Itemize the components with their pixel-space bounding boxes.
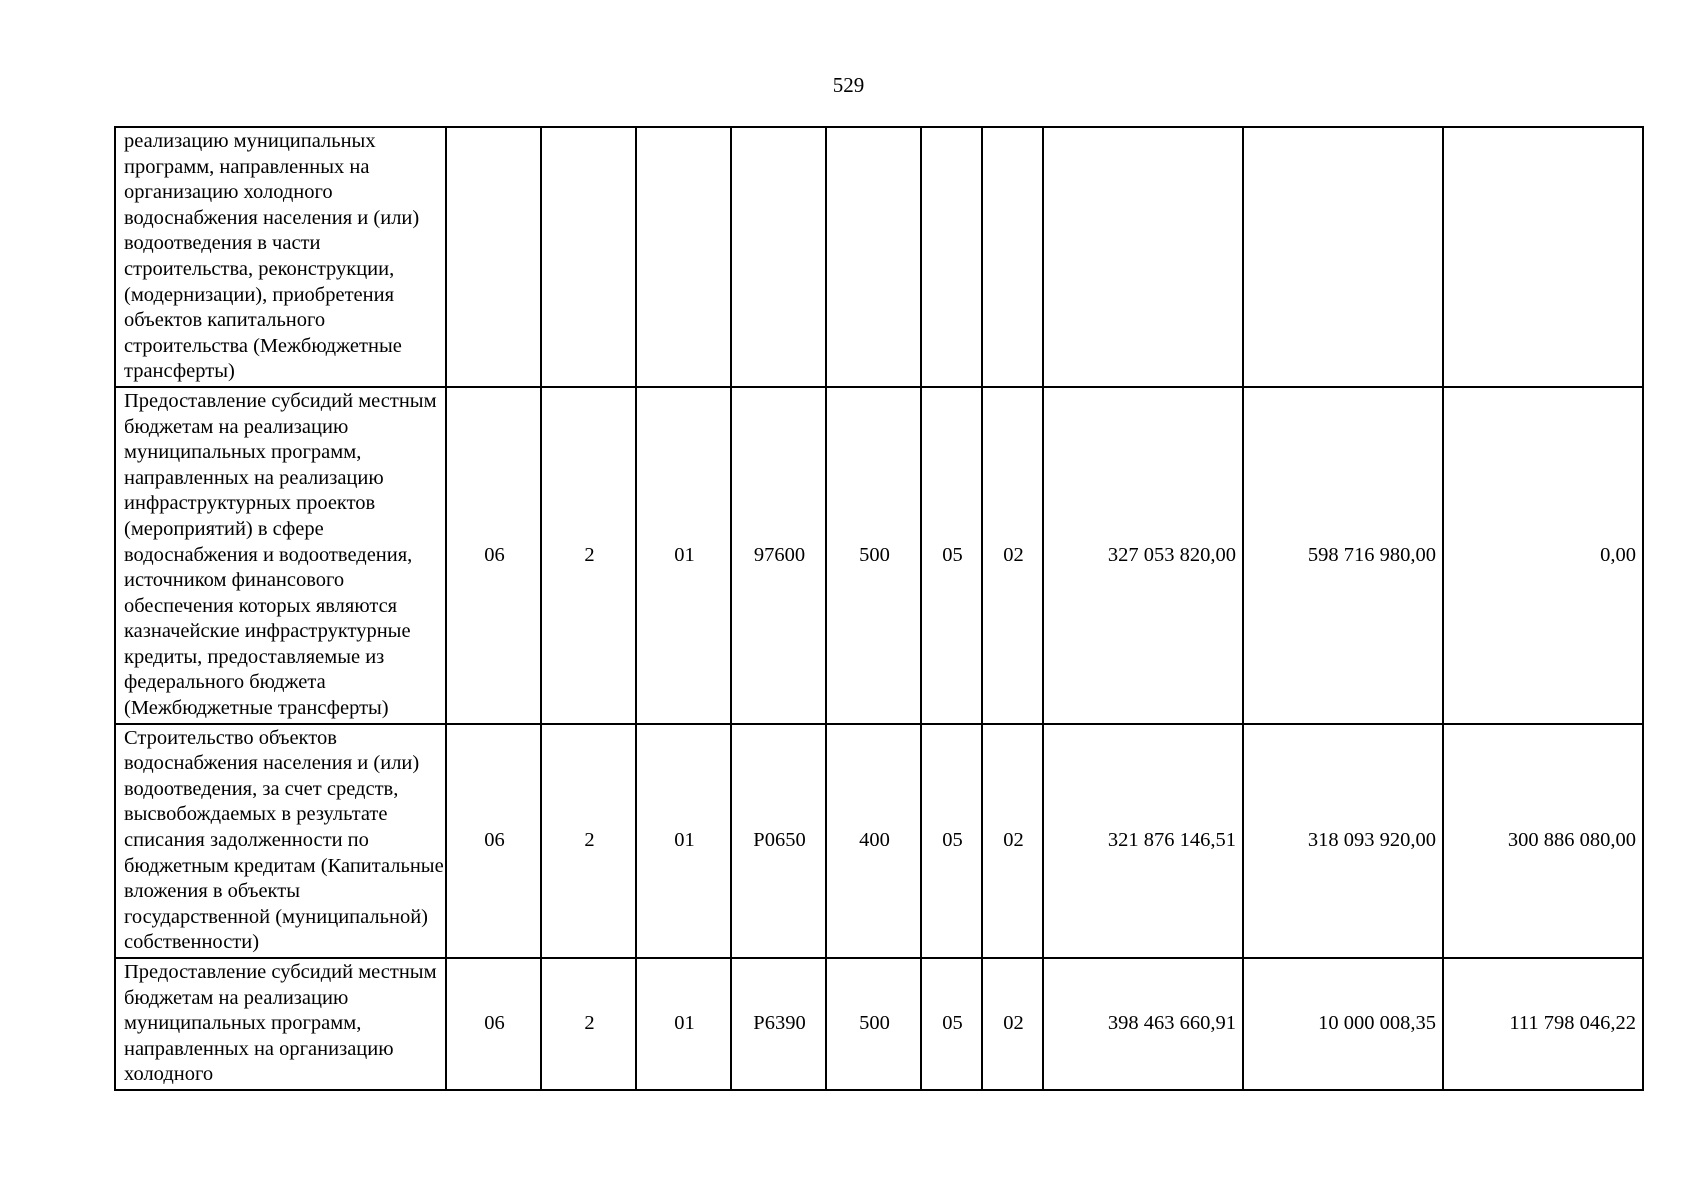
subsection-code-cell: 02 <box>982 724 1043 958</box>
section-code-cell: 05 <box>921 958 982 1090</box>
row-description: реализацию муниципальных программ, направленных на организацию холодного водоснабжения населения и (или) водоотведения в части строительства, реконструкции, (модернизации), приобретения объектов капитального строительства (Межбюджетные трансферты) <box>115 127 446 387</box>
subprogram-code-cell: 2 <box>541 958 636 1090</box>
table-row <box>115 127 1643 387</box>
direction-code-cell: 97600 <box>731 387 826 724</box>
subprogram-code-cell: 2 <box>541 387 636 724</box>
amount-year-3-cell: 111 798 046,22 <box>1443 958 1643 1090</box>
program-code-cell: 06 <box>446 958 541 1090</box>
amount-year-2-cell <box>1243 127 1443 387</box>
direction-code-cell <box>731 127 826 387</box>
amount-year-3-cell: 300 886 080,00 <box>1443 724 1643 958</box>
direction-code-cell: P0650 <box>731 724 826 958</box>
subsection-code-cell <box>982 127 1043 387</box>
subprogram-code-cell: 2 <box>541 724 636 958</box>
amount-year-2-cell: 598 716 980,00 <box>1243 387 1443 724</box>
table-row <box>115 724 1643 958</box>
program-code-cell: 06 <box>446 387 541 724</box>
subsection-code-cell: 02 <box>982 958 1043 1090</box>
amount-year-2-cell: 318 093 920,00 <box>1243 724 1443 958</box>
row-description: Строительство объектов водоснабжения населения и (или) водоотведения, за счет средств, высвобождаемых в результате списания задолженности по бюджетным кредитам (Капитальные вложения в объекты государственной (муниципальной) собственности) <box>115 724 446 958</box>
main-activity-code-cell <box>636 127 731 387</box>
program-code-cell: 06 <box>446 724 541 958</box>
page-number: 529 <box>832 73 865 97</box>
section-code-cell <box>921 127 982 387</box>
section-code-cell: 05 <box>921 387 982 724</box>
amount-year-1-cell: 398 463 660,91 <box>1043 958 1243 1090</box>
row-description: Предоставление субсидий местным бюджетам на реализацию муниципальных программ, направленных на реализацию инфраструктурных проектов (мероприятий) в сфере водоснабжения и водоотведения, источником финансового обеспечения которых являются казначейские инфраструктурные кредиты, предоставляемые из федерального бюджета (Межбюджетные трансферты) <box>115 387 446 724</box>
program-code-cell <box>446 127 541 387</box>
amount-year-1-cell: 327 053 820,00 <box>1043 387 1243 724</box>
amount-year-1-cell: 321 876 146,51 <box>1043 724 1243 958</box>
subprogram-code-cell <box>541 127 636 387</box>
main-activity-code-cell: 01 <box>636 387 731 724</box>
direction-code-cell: P6390 <box>731 958 826 1090</box>
row-description: Предоставление субсидий местным бюджетам на реализацию муниципальных программ, направленных на организацию холодного <box>115 958 446 1090</box>
subsection-code-cell: 02 <box>982 387 1043 724</box>
table-row <box>115 958 1643 1090</box>
amount-year-3-cell: 0,00 <box>1443 387 1643 724</box>
expense-type-code-cell: 400 <box>826 724 921 958</box>
expense-type-code-cell: 500 <box>826 958 921 1090</box>
main-activity-code-cell: 01 <box>636 958 731 1090</box>
budget-table <box>114 126 1644 1091</box>
amount-year-1-cell <box>1043 127 1243 387</box>
expense-type-code-cell: 500 <box>826 387 921 724</box>
table-row <box>115 387 1643 724</box>
expense-type-code-cell <box>826 127 921 387</box>
section-code-cell: 05 <box>921 724 982 958</box>
amount-year-2-cell: 10 000 008,35 <box>1243 958 1443 1090</box>
main-activity-code-cell: 01 <box>636 724 731 958</box>
amount-year-3-cell <box>1443 127 1643 387</box>
